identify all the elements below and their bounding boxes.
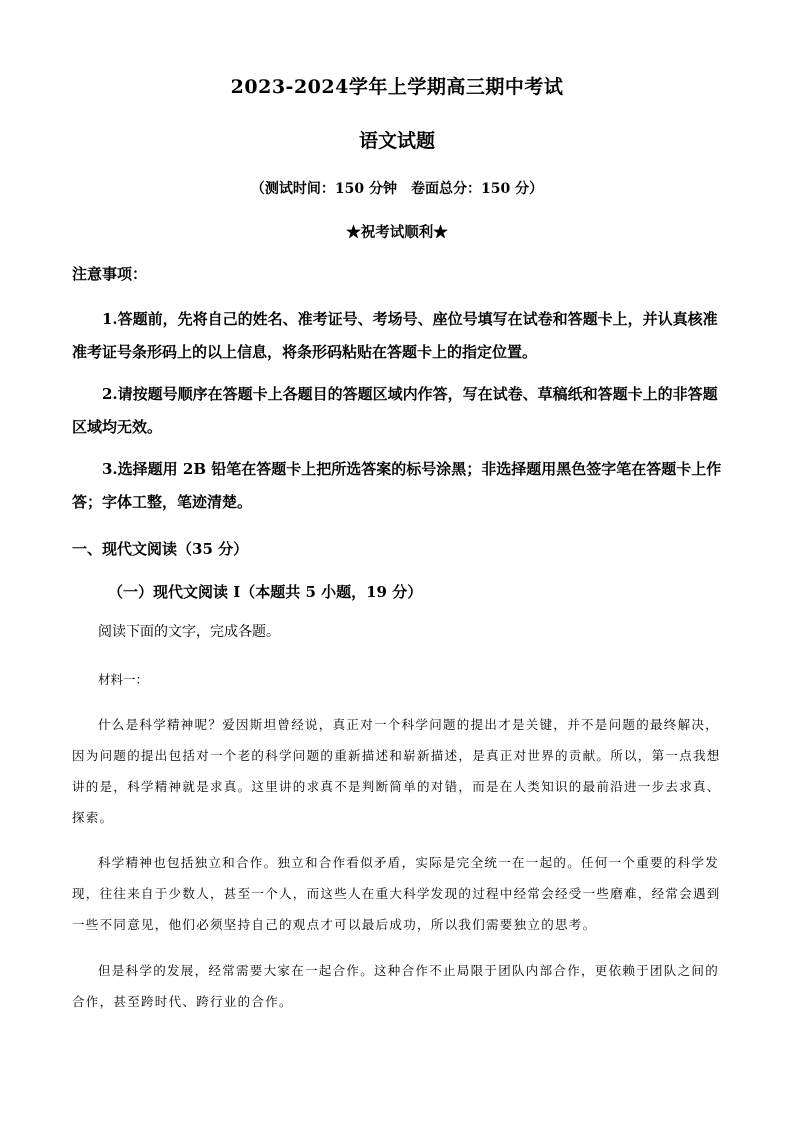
- exam-title: 2023-2024学年上学期高三期中考试: [230, 76, 564, 98]
- passage-paragraph: 但是科学的发展，经常需要大家在一起合作。这种合作不止局限于团队内部合作，更依赖于团队之间的合作，甚至跨时代、跨行业的合作。: [72, 963, 720, 1009]
- subsection-heading: （一）现代文阅读 I（本题共 5 小题，19 分）: [108, 583, 423, 601]
- notice-rule: 2.请按题号顺序在答题卡上各题目的答题区域内作答，写在试卷、草稿纸和答题卡上的非答题区域均无效。: [72, 385, 718, 436]
- notice-rule: 3.选择题用 2B 铅笔在答题卡上把所选答案的标号涂黑；非选择题用黑色签字笔在答题卡上作答；字体工整，笔迹清楚。: [72, 460, 722, 511]
- reading-instruction: 阅读下面的文字，完成各题。: [98, 624, 280, 640]
- subject-title: 语文试题: [358, 130, 435, 152]
- exam-timing: （测试时间：150 分钟 卷面总分：150 分）: [250, 181, 544, 197]
- section-heading: 一、现代文阅读（35 分）: [72, 540, 249, 558]
- good-luck-line: ★祝考试顺利★: [346, 224, 448, 241]
- notice-rule: 1.答题前，先将自己的姓名、准考证号、考场号、座位号填写在试卷和答题卡上，并认真核准准考证号条形码上的以上信息，将条形码粘贴在答题卡上的指定位置。: [72, 310, 718, 361]
- passage-paragraph: 科学精神也包括独立和合作。独立和合作看似矛盾，实际是完全统一在一起的。任何一个重要的科学发现，往往来自于少数人，甚至一个人，而这些人在重大科学发现的过程中经常会经受一些磨难，经常会遇到一些不同意见，他们必须坚持自己的观点才可以最后成功，所以我们需要独立的思考。: [72, 855, 721, 932]
- passage-paragraph: 什么是科学精神呢？爱因斯坦曾经说，真正对一个科学问题的提出才是关键，并不是问题的最终解决，因为问题的提出包括对一个老的科学问题的重新描述和崭新描述，是真正对世界的贡献。所以，第一点我想讲的是，科学精神就是求真。这里讲的求真不是判断简单的对错，而是在人类知识的最前沿进一步去求真、探索。: [72, 717, 721, 825]
- material-label: 材料一：: [98, 672, 149, 687]
- notice-heading: 注意事项：: [72, 265, 148, 283]
